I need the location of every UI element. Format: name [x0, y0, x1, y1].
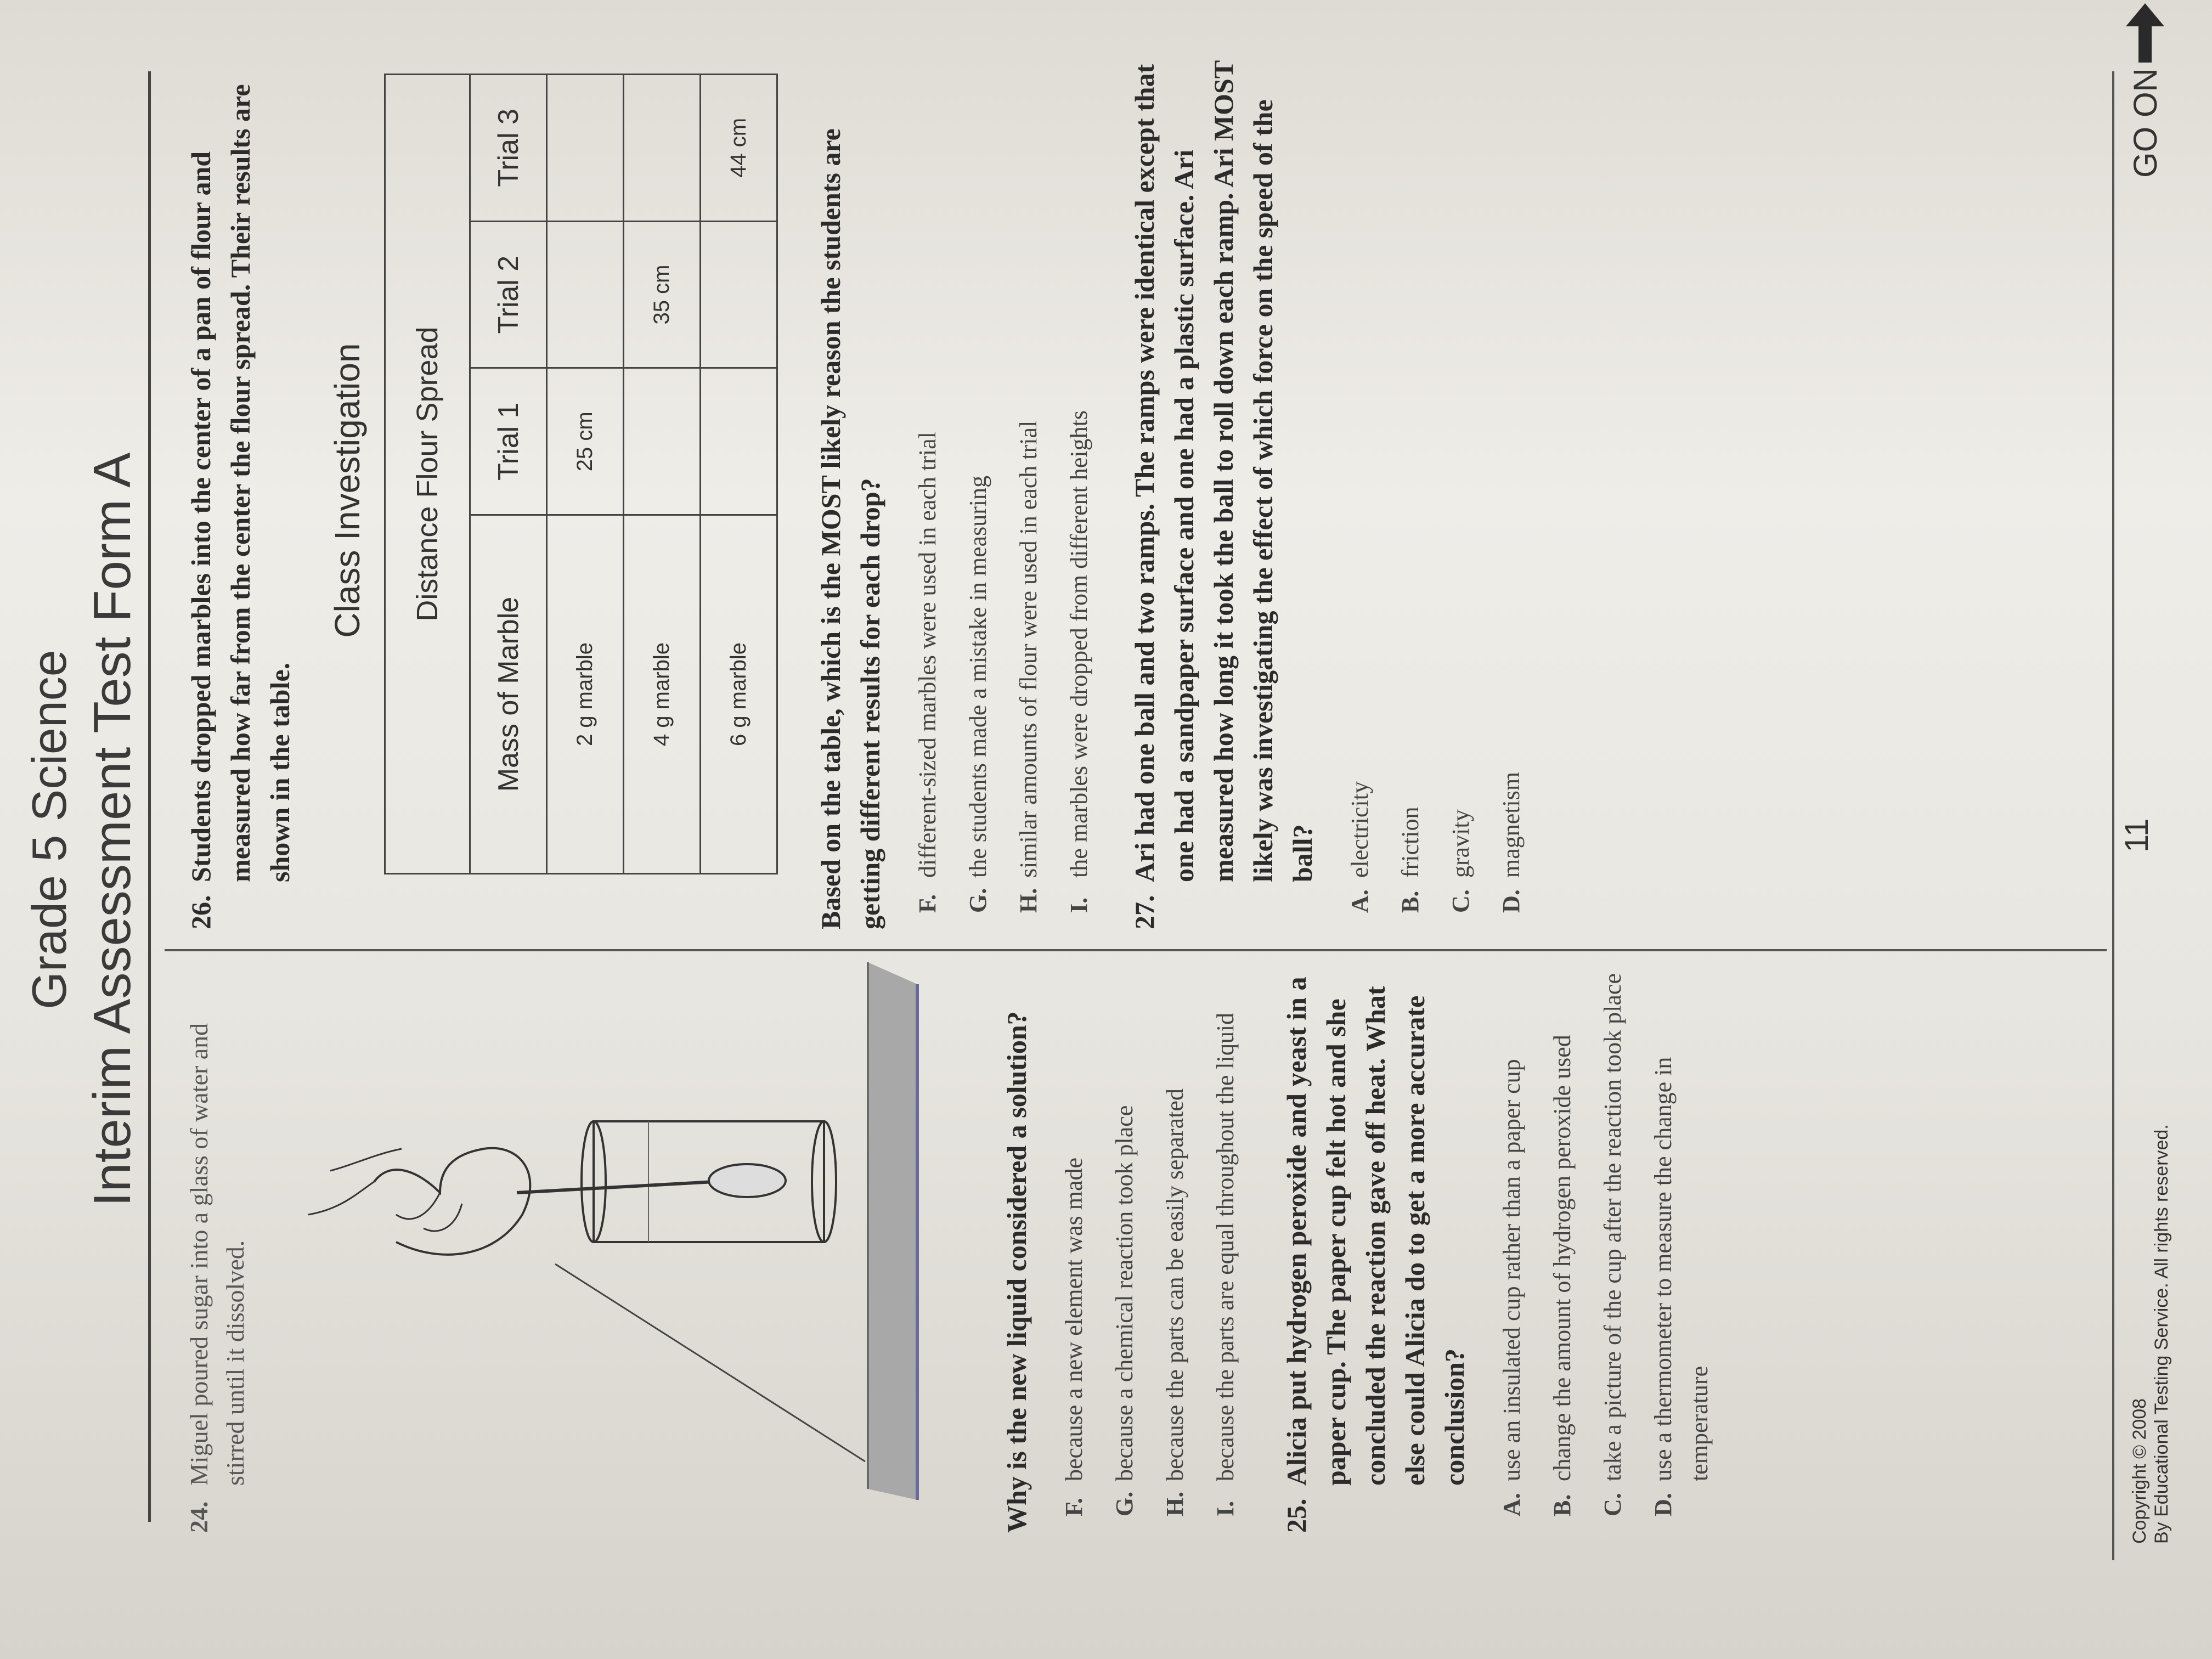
question-24-option-i[interactable]: I. because the parts are equal throughout the liquid [1212, 1012, 1239, 1516]
table-row [624, 75, 701, 874]
question-24-question: Why is the new liquid considered a solution? [1001, 1011, 1032, 1533]
question-27-stem [1125, 52, 1322, 929]
table-cell [701, 221, 777, 368]
right-column [181, 52, 1544, 929]
question-26-stem [181, 52, 300, 929]
sugar-glass-illustration [275, 962, 961, 1500]
table-cell [547, 221, 624, 368]
table-header: Trial 3 [470, 75, 547, 222]
table-row [701, 75, 777, 874]
go-on-indicator [2123, 2, 2167, 178]
table-caption-row [385, 75, 470, 874]
question-27-text: Ari had one ball and two ramps. The ramps were identical except that one had a sandpaper surface and one had a plastic surface. Ari measured how long it took the ball to roll down each ramp. Ari MOST likely was investigating the effect of which force on the speed of the ball? [1129, 60, 1318, 882]
page-header [22, 0, 143, 1659]
page-number: 11 [2118, 818, 2155, 853]
question-26-text: Students dropped marbles into the center of a pan of flour and measured how far from the center the flour spread. Their results are shown in the table. [185, 84, 295, 882]
question-27-options [1342, 52, 1530, 929]
column-divider [165, 949, 2107, 951]
question-26-option-g[interactable]: G. the students made a mistake in measuring [964, 475, 991, 913]
go-on-label: GO ON [2126, 67, 2164, 178]
table-header: Trial 1 [470, 368, 547, 515]
table-cell [624, 75, 701, 222]
table-caption: Distance Flour Spread [385, 75, 470, 874]
table-cell [547, 75, 624, 222]
question-24-text: Miguel poured sugar into a glass of water and stirred until it dissolved. [185, 1023, 249, 1486]
table-cell: 6 g marble [701, 515, 777, 874]
question-27-number: 27. [1129, 895, 1160, 929]
question-24-stem [181, 962, 253, 1533]
table-cell [701, 368, 777, 515]
investigation-title: Class Investigation [328, 343, 367, 638]
rights-line: By Educational Testing Service. All rights reserved. [2151, 1124, 2172, 1544]
table-cell [624, 368, 701, 515]
flour-spread-table [384, 74, 778, 874]
question-27-option-d[interactable]: D. magnetism [1498, 771, 1525, 913]
table-cell: 44 cm [701, 75, 777, 222]
arrow-right-icon [2123, 2, 2167, 63]
table-cell: 2 g marble [547, 515, 624, 874]
table-cell: 4 g marble [624, 515, 701, 874]
question-25-number: 25. [1281, 1498, 1312, 1533]
table-cell: 25 cm [547, 368, 624, 515]
question-24-number: 24. [185, 1501, 213, 1533]
table-header-row [470, 75, 547, 874]
question-27-option-b[interactable]: B. friction [1397, 806, 1424, 913]
question-24-option-f[interactable]: F. because a new element was made [1060, 1157, 1087, 1516]
question-26-option-h[interactable]: H. similar amounts of flour were used in each trial [1015, 420, 1042, 913]
question-25-option-d[interactable]: D. use a thermometer to measure the change in temperature [1650, 1057, 1713, 1516]
question-25-option-c[interactable]: C. take a picture of the cup after the reaction took place [1599, 973, 1626, 1516]
question-26-options [910, 52, 1097, 929]
question-26-number: 26. [185, 895, 216, 929]
question-25-stem [1277, 962, 1474, 1533]
header-divider [148, 71, 151, 1522]
table-surface [868, 962, 917, 1500]
question-27-option-c[interactable]: C. gravity [1447, 809, 1474, 913]
table-header: Trial 2 [470, 221, 547, 368]
page-title-form: Interim Assessment Test Form A [83, 452, 142, 1207]
question-25-text: Alicia put hydrogen peroxide and yeast in a paper cup. The paper cup felt hot and she concluded the reaction gave off heat. What else could Alicia do to get a more accurate conclusion? [1281, 977, 1470, 1486]
left-column [181, 962, 1732, 1533]
question-25-options [1494, 962, 1718, 1533]
page-title-grade: Grade 5 Science [22, 650, 76, 1009]
question-24-option-g[interactable]: G. because a chemical reaction took place [1111, 1105, 1138, 1516]
question-24-options [1056, 962, 1244, 1533]
table-row [547, 75, 624, 874]
footer-divider [2112, 71, 2114, 1560]
question-27-option-a[interactable]: A. electricity [1346, 781, 1373, 913]
question-26-question: Based on the table, which is the MOST likely reason the students are getting different results for each drop? [815, 128, 885, 929]
question-25-option-b[interactable]: B. change the amount of hydrogen peroxide used [1549, 1035, 1576, 1516]
table-header: Mass of Marble [470, 515, 547, 874]
question-24-option-h[interactable]: H. because the parts can be easily separated [1161, 1088, 1188, 1516]
question-25-option-a[interactable]: A. use an insulated cup rather than a paper cup [1498, 1059, 1525, 1516]
copyright-line: Copyright © 2008 [2129, 1398, 2150, 1544]
question-26-option-f[interactable]: F. different-sized marbles were used in each trial [914, 432, 941, 913]
spoon [517, 1164, 786, 1197]
hand [308, 1148, 530, 1255]
copyright-footer [2129, 1124, 2172, 1544]
question-26-option-i[interactable]: I. the marbles were dropped from different heights [1065, 410, 1092, 913]
table-cell: 35 cm [624, 221, 701, 368]
